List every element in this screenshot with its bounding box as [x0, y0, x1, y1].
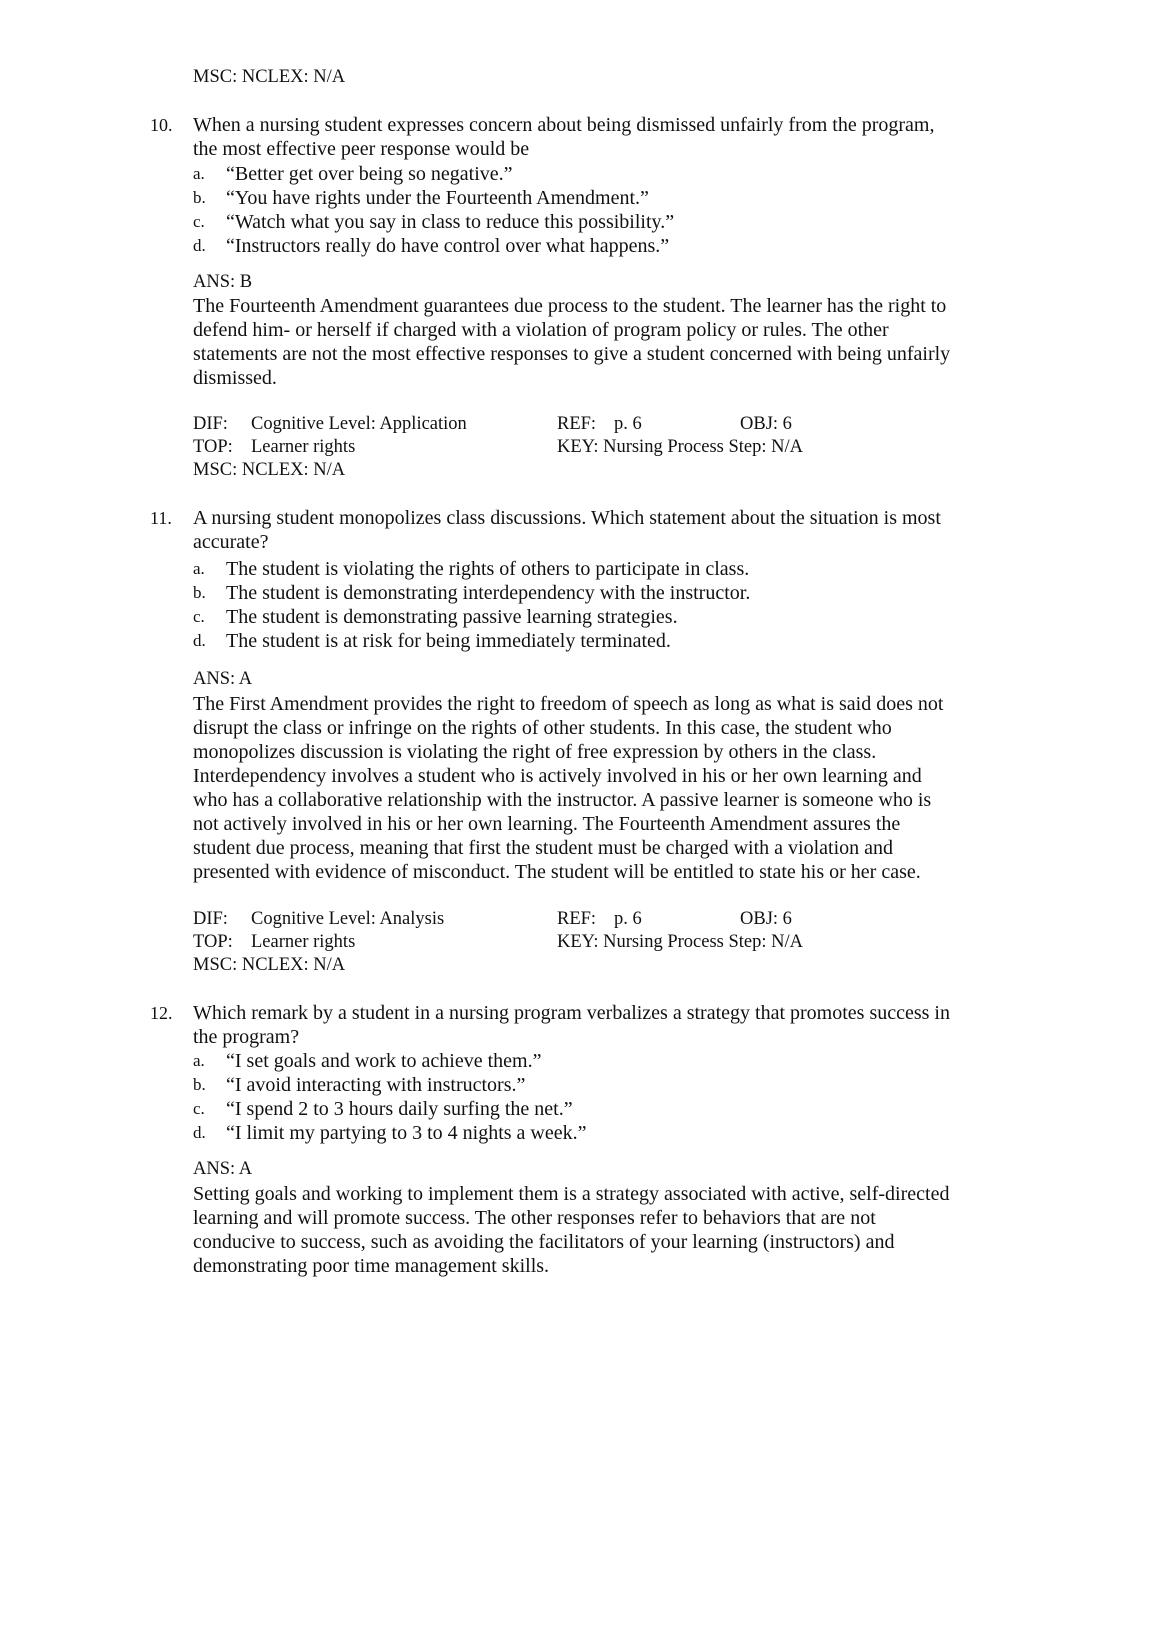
answer-label: ANS: B	[193, 272, 253, 292]
option-letter: b.	[193, 583, 206, 602]
rationale-line: conducive to success, such as avoiding the facilitators of your learning (instructors) and	[193, 1231, 895, 1253]
option-letter: a.	[193, 164, 205, 183]
option-text: “I set goals and work to achieve them.”	[226, 1050, 542, 1072]
option-text: The student is demonstrating passive learning strategies.	[226, 606, 678, 628]
rationale-line: demonstrating poor time management skills.	[193, 1255, 550, 1277]
option-letter: d.	[193, 631, 206, 650]
rationale-line: who has a collaborative relationship with the instructor. A passive learner is someone who is	[193, 789, 932, 811]
dif-value: Cognitive Level: Application	[251, 414, 467, 434]
answer-label: ANS: A	[193, 669, 253, 689]
option-letter: b.	[193, 188, 206, 207]
option-text: “Better get over being so negative.”	[226, 163, 513, 185]
ref-value: p. 6	[614, 909, 642, 929]
option-letter: c.	[193, 212, 205, 231]
key-value: KEY: Nursing Process Step: N/A	[557, 437, 803, 457]
question-stem: accurate?	[193, 531, 269, 553]
rationale-line: The First Amendment provides the right to freedom of speech as long as what is said does not	[193, 693, 944, 715]
option-text: The student is at risk for being immediately terminated.	[226, 630, 671, 652]
msc-value: MSC: NCLEX: N/A	[193, 460, 346, 480]
question-stem: A nursing student monopolizes class discussions. Which statement about the situation is most	[193, 507, 941, 529]
top-label: TOP:	[193, 437, 233, 457]
top-value: Learner rights	[251, 932, 356, 952]
ref-label: REF:	[557, 909, 597, 929]
rationale-line: disrupt the class or infringe on the rights of other students. In this case, the student who	[193, 717, 892, 739]
top-value: Learner rights	[251, 437, 356, 457]
option-text: “I spend 2 to 3 hours daily surfing the net.”	[226, 1098, 573, 1120]
option-text: “Instructors really do have control over what happens.”	[226, 235, 670, 257]
obj-value: OBJ: 6	[740, 414, 792, 434]
dif-label: DIF:	[193, 909, 228, 929]
rationale-line: statements are not the most effective responses to give a student concerned with being unfairly	[193, 343, 951, 365]
option-letter: c.	[193, 607, 205, 626]
option-text: The student is violating the rights of others to participate in class.	[226, 558, 750, 580]
question-stem: the program?	[193, 1026, 300, 1048]
option-letter: b.	[193, 1075, 206, 1094]
ref-label: REF:	[557, 414, 597, 434]
question-number: 10.	[150, 115, 173, 135]
rationale-line: learning and will promote success. The other responses refer to behaviors that are not	[193, 1207, 876, 1229]
rationale-line: The Fourteenth Amendment guarantees due process to the student. The learner has the right to	[193, 295, 947, 317]
question-stem: Which remark by a student in a nursing program verbalizes a strategy that promotes success in	[193, 1002, 950, 1024]
key-value: KEY: Nursing Process Step: N/A	[557, 932, 803, 952]
option-letter: a.	[193, 1051, 205, 1070]
dif-label: DIF:	[193, 414, 228, 434]
option-text: “I limit my partying to 3 to 4 nights a week.”	[226, 1122, 587, 1144]
question-number: 11.	[150, 508, 172, 528]
ref-value: p. 6	[614, 414, 642, 434]
rationale-line: student due process, meaning that first the student must be charged with a violation and	[193, 837, 894, 859]
rationale-line: monopolizes discussion is violating the right of free expression by others in the class.	[193, 741, 877, 763]
option-text: The student is demonstrating interdependency with the instructor.	[226, 582, 751, 604]
option-letter: c.	[193, 1099, 205, 1118]
rationale-line: Setting goals and working to implement them is a strategy associated with active, self-directed	[193, 1183, 950, 1205]
option-text: “Watch what you say in class to reduce this possibility.”	[226, 211, 675, 233]
rationale-line: dismissed.	[193, 367, 277, 389]
rationale-line: presented with evidence of misconduct. The student will be entitled to state his or her case.	[193, 861, 921, 883]
rationale-line: not actively involved in his or her own learning. The Fourteenth Amendment assures the	[193, 813, 901, 835]
option-letter: d.	[193, 236, 206, 255]
rationale-line: defend him- or herself if charged with a violation of program policy or rules. The other	[193, 319, 889, 341]
msc-value: MSC: NCLEX: N/A	[193, 955, 346, 975]
rationale-line: Interdependency involves a student who is actively involved in his or her own learning and	[193, 765, 922, 787]
option-text: “You have rights under the Fourteenth Amendment.”	[226, 187, 649, 209]
question-number: 12.	[150, 1003, 173, 1023]
question-stem: When a nursing student expresses concern about being dismissed unfairly from the program,	[193, 114, 935, 136]
option-letter: a.	[193, 559, 205, 578]
question-stem: the most effective peer response would be	[193, 138, 530, 160]
msc-line: MSC: NCLEX: N/A	[193, 67, 346, 87]
dif-value: Cognitive Level: Analysis	[251, 909, 445, 929]
option-text: “I avoid interacting with instructors.”	[226, 1074, 526, 1096]
obj-value: OBJ: 6	[740, 909, 792, 929]
option-letter: d.	[193, 1123, 206, 1142]
answer-label: ANS: A	[193, 1159, 253, 1179]
top-label: TOP:	[193, 932, 233, 952]
